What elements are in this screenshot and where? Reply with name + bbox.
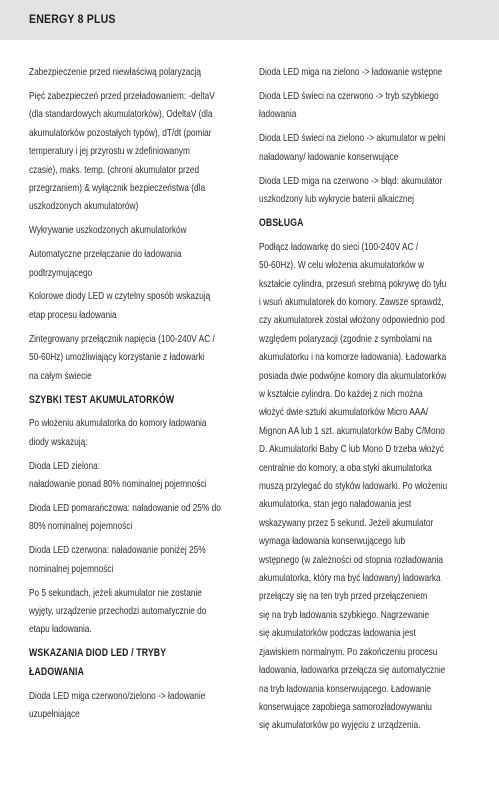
text-line: SZYBKI TEST AKUMULATORKÓW — [29, 393, 175, 406]
text-line: diody wskazują: — [29, 435, 88, 448]
text-line: czy akumulatorek został włożony odpowiednio pod — [259, 314, 445, 327]
text-line: Dioda LED miga czerwono/zielono -> ładowanie — [29, 689, 206, 702]
text-line: 50-60Hz) umożliwiający korzystanie z ładowarki — [29, 351, 205, 364]
section-heading — [259, 214, 474, 232]
paragraph — [29, 687, 244, 724]
text-line: się akumulatorków po wyjęciu z urządzenia. — [259, 719, 421, 732]
text-line: przełączy się na ten tryb przed przełączeniem — [259, 590, 428, 603]
text-line: i wsuń akumulatorek do komory. Zawsze sprawdź, — [259, 295, 444, 308]
text-line: Dioda LED pomarańczowa: naładowanie od 25% do — [29, 502, 221, 515]
section-heading — [29, 391, 244, 409]
text-line: Po włożeniu akumulatorka do komory ładowania — [29, 417, 207, 430]
text-line: Automatyczne przełączanie do ładowania — [29, 248, 182, 261]
text-line: uszkodzonych akumulatorów) — [29, 200, 139, 213]
product-title: ENERGY 8 PLUS — [29, 12, 116, 26]
paragraph — [29, 414, 244, 451]
text-line: Wykrywanie uszkodzonych akumulatorków — [29, 224, 187, 237]
text-line: ładowania, ładowarka przełącza się automatycznie — [259, 664, 446, 677]
text-line: Mignon AA lub 1 szt. akumulatorków Baby C/Mono — [259, 424, 445, 437]
text-line: D. Akumulatorki Baby C lub Mono D trzeba włożyć — [259, 443, 444, 456]
text-line: Dioda LED zielona: — [29, 459, 101, 472]
paragraph — [29, 457, 244, 494]
right-column-content — [259, 63, 474, 735]
text-line: naładowany/ ładowanie konserwujące — [259, 150, 399, 163]
text-line: etap procesu ładowania — [29, 308, 117, 321]
text-line: zjawiskiem normalnym. Po zakończeniu procesu — [259, 645, 438, 658]
paragraph — [29, 499, 244, 536]
text-line: konserwujące zapobiega samorozładowywaniu — [259, 700, 432, 713]
text-line: Pięć zabezpieczeń przed przeładowaniem: -deltaV — [29, 89, 215, 102]
text-line: czasie), maks. temp. (chroni akumulator przed — [29, 163, 200, 176]
paragraph — [29, 287, 244, 324]
text-line: podtrzymującego — [29, 266, 93, 279]
text-line: uszkodzony lub wykrycie baterii alkaicznej — [259, 192, 414, 205]
text-line: włożyć dwie sztuki akumulatorków Micro AAA/ — [259, 406, 429, 419]
paragraph — [29, 245, 244, 282]
paragraph — [259, 87, 474, 124]
text-line: Po 5 sekundach, jeżeli akumulator nie zostanie — [29, 586, 202, 599]
text-line: na tryb ładowania konserwującego. Ładowanie — [259, 682, 432, 695]
text-line: wstępnego (w zależności od stopnia rozładowania — [259, 553, 443, 566]
text-line: Zintegrowany przełącznik napięcia (100-240V AC / — [29, 332, 215, 345]
text-line: etapu ładowania. — [29, 623, 92, 636]
text-line: Dioda LED świeci na zielono -> akumulator w pełni — [259, 132, 446, 145]
text-line: akumulatorków pozostałych typów), dT/dt (pomiar — [29, 126, 212, 139]
text-line: akumulatorku i na komorze ładowania). Ładowarka — [259, 351, 447, 364]
paragraph — [29, 541, 244, 578]
text-line: nominalnej pojemności — [29, 562, 114, 575]
left-column — [29, 63, 279, 729]
text-line: wyjęty, urządzenie przechodzi automatycznie do — [29, 605, 207, 618]
text-line: Dioda LED miga na czerwono -> błąd: akumulator — [259, 174, 443, 187]
text-line: przegrzaniem) & wyłącznik bezpieczeństwa (dla — [29, 181, 206, 194]
text-line: Dioda LED świeci na czerwono -> tryb szybkiego — [259, 89, 439, 102]
paragraph — [259, 238, 474, 735]
text-line: naładowanie ponad 80% nominalnej pojemności — [29, 478, 207, 491]
paragraph — [29, 87, 244, 216]
paragraph — [259, 63, 474, 81]
text-line: się akumulatorków podczas ładowania jest — [259, 627, 416, 640]
text-line: WSKAZANIA DIOD LED / TRYBY — [29, 647, 167, 660]
text-line: się na tryb ładowania szybkiego. Nagrzewanie — [259, 608, 430, 621]
text-line: posiada dwie podwójne komory dla akumulatorków — [259, 369, 447, 382]
text-line: na całym świecie — [29, 369, 92, 382]
text-line: kształcie cylindra, przesuń srebrną pokrywę do tyłu — [259, 277, 447, 290]
text-line: względem polaryzacji (zgodnie z symbolami na — [259, 332, 432, 345]
paragraph — [259, 172, 474, 209]
text-line: OBSŁUGA — [259, 216, 304, 229]
text-line: akumulatorka, stan jego naładowania jest — [259, 498, 412, 511]
left-column-content — [29, 63, 244, 724]
paragraph — [29, 330, 244, 385]
text-line: Dioda LED miga na zielono -> ładowanie wstępne — [259, 66, 443, 78]
text-line: wskazywany przez 5 sekund. Jeżeli akumulator — [259, 516, 434, 529]
text-line: Kolorowe diody LED w czytelny sposób wskazują — [29, 290, 211, 303]
section-heading — [29, 644, 244, 681]
text-line: wymaga ładowania konserwującego lub — [259, 535, 406, 548]
text-line: w kształcie cylindra. Do każdej z nich można — [259, 388, 423, 400]
text-line: temperatury i jej przyrostu w zdefiniowanym — [29, 145, 190, 158]
paragraph — [29, 584, 244, 639]
text-line: Dioda LED czerwona: naładowanie poniżej 25% — [29, 544, 206, 557]
text-line: 50-60Hz). W celu włożenia akumulatorków w — [259, 259, 425, 272]
page-header — [0, 0, 499, 40]
text-line: ładowania — [259, 108, 297, 121]
text-line: uzupełniające — [29, 708, 80, 721]
paragraph — [29, 221, 244, 239]
text-line: akumulatorka, który ma być ładowany) ładowarka — [259, 572, 441, 585]
text-line: 80% nominalnej pojemności — [29, 520, 133, 533]
right-column — [259, 63, 499, 740]
text-line: (dla standardowych akumulatorków), OdeltaV (dla — [29, 108, 213, 121]
paragraph — [259, 129, 474, 166]
text-line: centralnie do komory, a oba styki akumulatorka — [259, 461, 432, 474]
text-line: Zabezpieczenie przed niewłaściwą polaryzacją — [29, 66, 201, 78]
text-line: ŁADOWANIA — [29, 665, 85, 678]
paragraph — [29, 63, 244, 81]
text-line: muszą przylegać do styków ładowarki. Po włożeniu — [259, 480, 448, 493]
text-line: Podłącz ładowarkę do sieci (100-240V AC / — [259, 240, 419, 253]
